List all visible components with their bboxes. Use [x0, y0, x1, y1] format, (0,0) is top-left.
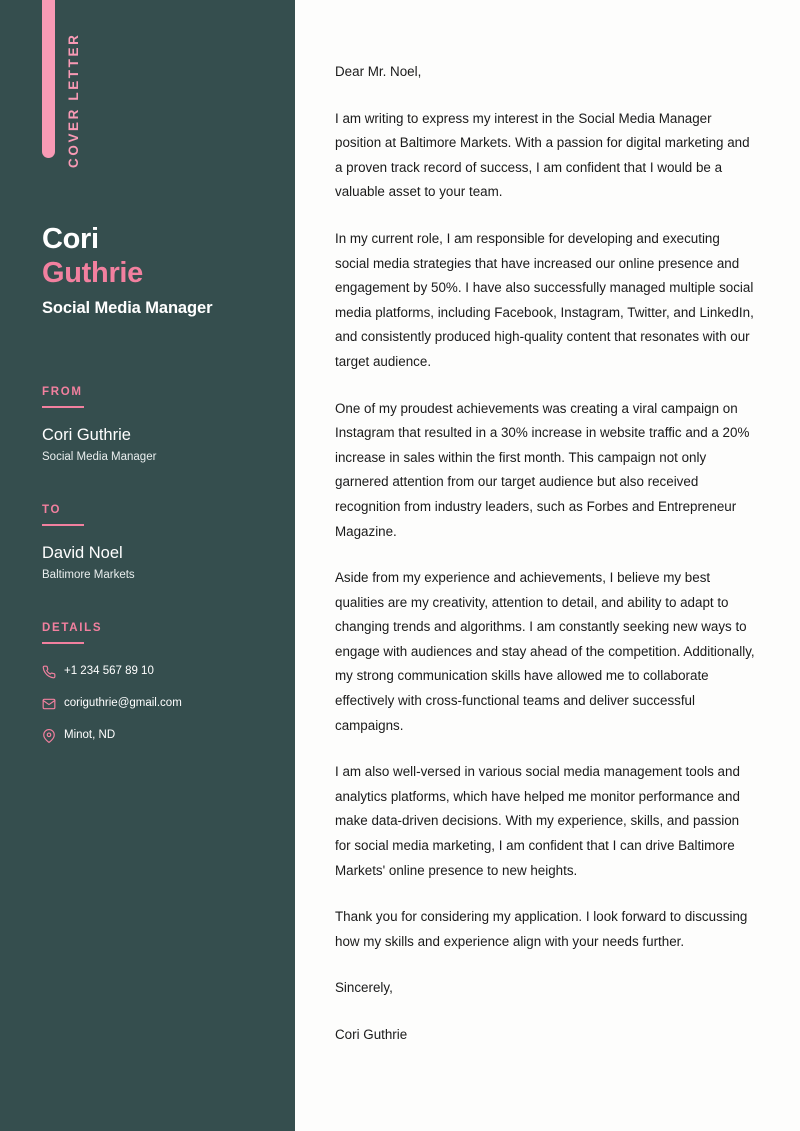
author-first-name: Cori	[42, 223, 99, 255]
letter-paragraph-4: Aside from my experience and achievements, I believe my best qualities are my creativity, attention to detail, and ability to adapt to changing trends and algorithms. I am constantly seeking new ways to engage with audiences and stay ahead of the competition. Additionally, my strong communication skills have allowed me to collaborate effectively with cross-functional teams and deliver successful campaigns.	[335, 570, 755, 733]
contact-location-value: Minot, ND	[64, 729, 116, 741]
letter-paragraph-1: I am writing to express my interest in the Social Media Manager position at Baltimore Markets. With a passion for digital marketing and a proven track record of success, I am confident that I would be a valuable asset to your team.	[335, 110, 750, 200]
details-section	[42, 621, 282, 759]
document-type-label	[63, 0, 85, 168]
details-section-heading: DETAILS	[42, 622, 103, 634]
author-last-name: Guthrie	[42, 257, 144, 289]
letter-paragraph-2: In my current role, I am responsible for developing and executing social media strategies that have increased our online presence and engagement by 50%. I have also successfully managed multiple social media platforms, including Facebook, Instagram, Twitter, and LinkedIn, and consistently produced high-quality content that resonates with our target audience.	[335, 230, 754, 369]
location-pin-icon	[42, 727, 64, 744]
contact-row-location	[42, 727, 282, 744]
to-section-heading: TO	[42, 504, 62, 516]
author-job-title: Social Media Manager	[42, 299, 213, 317]
contact-row-phone	[42, 663, 282, 680]
letter-paragraph-6: Thank you for considering my application. I look forward to discussing how my skills and experience align with your needs further.	[335, 909, 748, 949]
from-subtitle: Social Media Manager	[42, 451, 157, 463]
to-section	[42, 503, 282, 583]
author-name-block	[42, 222, 282, 318]
letter-body	[295, 0, 800, 1131]
letter-paragraph-5: I am also well-versed in various social media management tools and analytics platforms, which have helped me monitor performance and make data-driven decisions. With my experience, skills, and passion for social media marketing, I am confident that I can drive Baltimore Markets' online presence to new heights.	[335, 764, 740, 878]
details-section-rule	[42, 642, 84, 644]
contact-phone-value: +1 234 567 89 10	[64, 665, 154, 677]
contact-email-value: coriguthrie@gmail.com	[64, 697, 182, 709]
to-section-rule	[42, 524, 84, 526]
letter-salutation: Dear Mr. Noel,	[335, 64, 422, 79]
from-section	[42, 385, 282, 465]
contact-row-email	[42, 695, 282, 712]
from-section-rule	[42, 406, 84, 408]
letter-closing: Sincerely,	[335, 980, 393, 996]
document-type-label-text: COVER LETTER	[66, 32, 81, 168]
envelope-icon	[42, 695, 64, 712]
to-name: David Noel	[42, 544, 123, 562]
letter-content	[335, 60, 757, 1048]
from-name: Cori Guthrie	[42, 426, 131, 444]
contact-list	[42, 663, 282, 744]
letter-signature: Cori Guthrie	[335, 1027, 408, 1042]
from-section-heading: FROM	[42, 386, 83, 398]
phone-icon	[42, 663, 64, 680]
accent-bar-decoration	[42, 0, 55, 158]
to-subtitle: Baltimore Markets	[42, 569, 135, 581]
letter-paragraph-3: One of my proudest achievements was creating a viral campaign on Instagram that resulted in a 30% increase in website traffic and a 20% increase in sales within the first month. This campaign not only garnered attention from our target audience but also received recognition from industry leaders, such as Forbes and Entrepreneur Magazine.	[335, 400, 750, 539]
sidebar	[0, 0, 295, 1131]
